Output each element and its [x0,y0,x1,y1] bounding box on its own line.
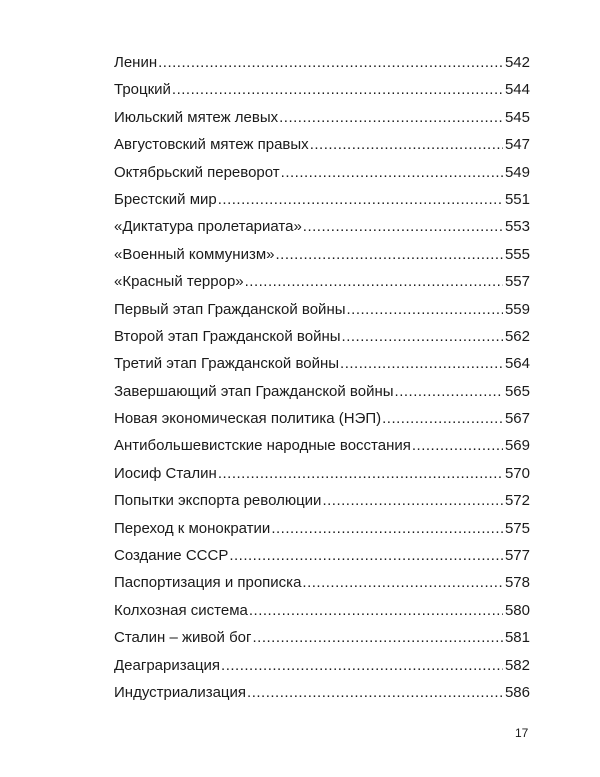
toc-entry-title: Третий этап Гражданской войны [114,355,340,373]
dot-leader [158,49,503,76]
toc-entry-page: 547 [504,136,530,154]
toc-entry[interactable] [114,268,530,295]
dot-leader [395,378,503,405]
toc-entry-page: 542 [504,54,530,71]
toc-entry-title: Августовский мятеж правых [114,136,309,154]
toc-entry-page: 544 [504,81,530,99]
toc-entry[interactable] [114,487,530,514]
dot-leader [218,186,503,213]
dot-leader [271,515,503,542]
toc-entry[interactable] [114,213,530,240]
toc-entry-page: 580 [504,601,530,619]
dot-leader [302,569,503,596]
toc-entry-title: Переход к монократии [114,519,271,537]
toc-entry-title: Создание СССР [114,547,229,565]
toc-entry[interactable] [114,652,530,679]
dot-leader [382,405,503,432]
toc-entry-page: 570 [504,464,530,482]
page-number: 17 [515,726,529,740]
toc-entry[interactable] [114,542,530,569]
toc-entry-title: Ленин [114,54,158,71]
toc-entry[interactable] [114,49,530,76]
toc-entry[interactable] [114,679,530,706]
toc-entry[interactable] [114,323,530,350]
dot-leader [245,268,503,295]
table-of-contents [114,49,530,706]
dot-leader [252,624,502,651]
toc-entry-title: Попытки экспорта революции [114,492,322,510]
dot-leader [172,76,503,103]
dot-leader [218,460,503,487]
toc-entry-page: 545 [504,108,530,126]
dot-leader [303,213,503,240]
toc-entry-page: 586 [504,683,530,701]
toc-entry-title: Деаграризация [114,656,221,674]
toc-entry[interactable] [114,350,530,377]
toc-entry[interactable] [114,460,530,487]
toc-entry[interactable] [114,186,530,213]
toc-entry-page: 549 [504,163,530,181]
dot-leader [276,241,503,268]
toc-entry-title: Второй этап Гражданской войны [114,327,341,345]
toc-entry-title: Новая экономическая политика (НЭП) [114,410,382,428]
toc-entry-title: Иосиф Сталин [114,464,217,482]
toc-entry-page: 578 [504,574,530,592]
dot-leader [221,652,503,679]
toc-entry[interactable] [114,241,530,268]
toc-entry[interactable] [114,296,530,323]
toc-entry-page: 567 [504,410,530,428]
toc-entry[interactable] [114,515,530,542]
dot-leader [247,679,503,706]
toc-entry-page: 557 [504,273,530,291]
toc-entry-title: Июльский мятеж левых [114,108,279,126]
toc-entry[interactable] [114,405,530,432]
toc-entry-title: Октябрьский переворот [114,163,280,181]
toc-entry[interactable] [114,597,530,624]
toc-entry-page: 575 [504,519,530,537]
dot-leader [249,597,503,624]
dot-leader [281,159,503,186]
toc-entry-page: 581 [504,629,530,647]
dot-leader [279,104,503,131]
toc-entry[interactable] [114,159,530,186]
toc-entry-title: Первый этап Гражданской войны [114,300,346,318]
toc-entry-page: 565 [504,382,530,400]
toc-entry-title: Сталин – живой бог [114,629,252,647]
toc-entry-page: 559 [504,300,530,318]
toc-entry-page: 551 [504,190,530,208]
toc-entry-title: Антибольшевистские народные восстания [114,437,411,455]
toc-entry[interactable] [114,624,530,651]
toc-entry-title: Колхозная система [114,601,248,619]
toc-entry-title: «Диктатура пролетариата» [114,218,302,236]
toc-entry[interactable] [114,131,530,158]
toc-entry-page: 569 [504,437,530,455]
dot-leader [347,296,503,323]
toc-entry[interactable] [114,378,530,405]
toc-entry-page: 553 [504,218,530,236]
toc-entry-title: Индустриализация [114,683,247,701]
toc-entry-page: 582 [504,656,530,674]
dot-leader [322,487,503,514]
toc-entry-title: Брестский мир [114,190,217,208]
toc-entry-title: Троцкий [114,81,171,99]
dot-leader [229,542,503,569]
dot-leader [342,323,503,350]
toc-entry-page: 577 [504,547,530,565]
dot-leader [340,350,503,377]
toc-entry-page: 564 [504,355,530,373]
toc-entry-title: Паспортизация и прописка [114,574,302,592]
toc-entry[interactable] [114,76,530,103]
toc-entry-page: 562 [504,327,530,345]
toc-entry-page: 555 [504,245,530,263]
dot-leader [310,131,503,158]
toc-entry-title: Завершающий этап Гражданской войны [114,382,394,400]
toc-entry-title: «Красный террор» [114,273,244,291]
dot-leader [412,432,503,459]
toc-entry-title: «Военный коммунизм» [114,245,275,263]
toc-entry-page: 572 [504,492,530,510]
toc-entry[interactable] [114,569,530,596]
toc-entry[interactable] [114,104,530,131]
toc-entry[interactable] [114,432,530,459]
